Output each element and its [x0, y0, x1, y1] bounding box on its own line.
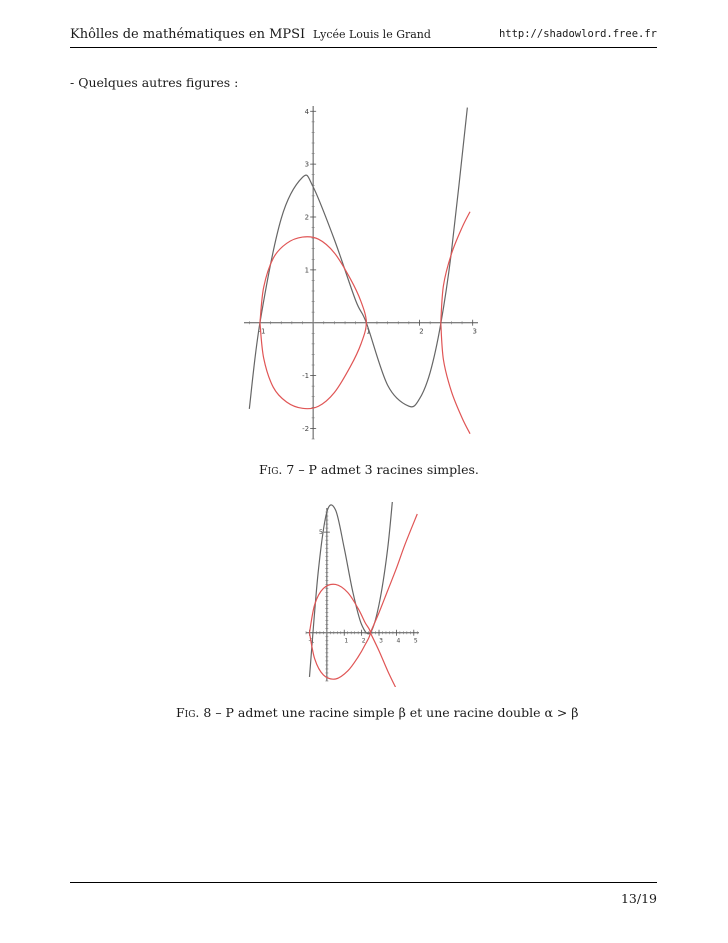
header-school: Lycée Louis le Grand	[313, 28, 431, 41]
x-tick-label: 2	[361, 637, 366, 645]
x-tick-label: 5	[413, 637, 418, 645]
figure-7-plot	[236, 100, 486, 445]
header-rule	[70, 47, 657, 48]
figure-8-caption: Fig. 8 – P admet une racine simple β et une racine double α > β	[176, 705, 579, 720]
series-line-1	[309, 584, 370, 679]
x-tick-label: 3	[379, 637, 383, 645]
x-tick-label: 1	[366, 327, 371, 336]
series-line-3	[370, 633, 396, 687]
y-tick-label: 3	[304, 160, 310, 169]
section-intro: - Quelques autres figures :	[70, 75, 239, 90]
figure-7-caption: Fig. 7 – P admet 3 racines simples.	[259, 462, 479, 477]
y-tick-label: 5	[319, 529, 323, 537]
x-tick-label: 1	[344, 637, 349, 645]
x-tick-label: 2	[419, 327, 424, 336]
page-number: 13/19	[620, 891, 657, 906]
x-tick-label: -1	[308, 637, 315, 645]
figure-7-text: P admet 3 racines simples.	[308, 462, 479, 477]
series-line-3	[441, 323, 470, 434]
x-tick-label: -1	[258, 327, 266, 336]
page-header	[70, 27, 657, 45]
y-tick-label: -1	[302, 372, 310, 381]
series-line-2	[441, 212, 470, 323]
series-line-2	[370, 514, 417, 633]
y-tick-label: 1	[304, 266, 310, 275]
x-tick-label: 3	[472, 327, 477, 336]
figure-7-label: Fig. 7	[259, 462, 295, 477]
y-tick-label: 4	[304, 107, 310, 116]
header-course-title: Khôlles de mathématiques en MPSI	[70, 27, 306, 42]
figure-8-label: Fig. 8	[176, 705, 212, 720]
y-tick-label: -2	[302, 424, 310, 433]
footer-rule	[70, 882, 657, 883]
series-line-0	[249, 108, 467, 409]
figure-8-plot	[300, 502, 425, 687]
figure-8-text: P admet une racine simple β et une racine double α > β	[225, 705, 579, 720]
header-url-link[interactable]: http://shadowlord.free.fr	[498, 28, 657, 40]
x-tick-label: 4	[396, 637, 401, 645]
y-tick-label: 2	[304, 213, 310, 222]
